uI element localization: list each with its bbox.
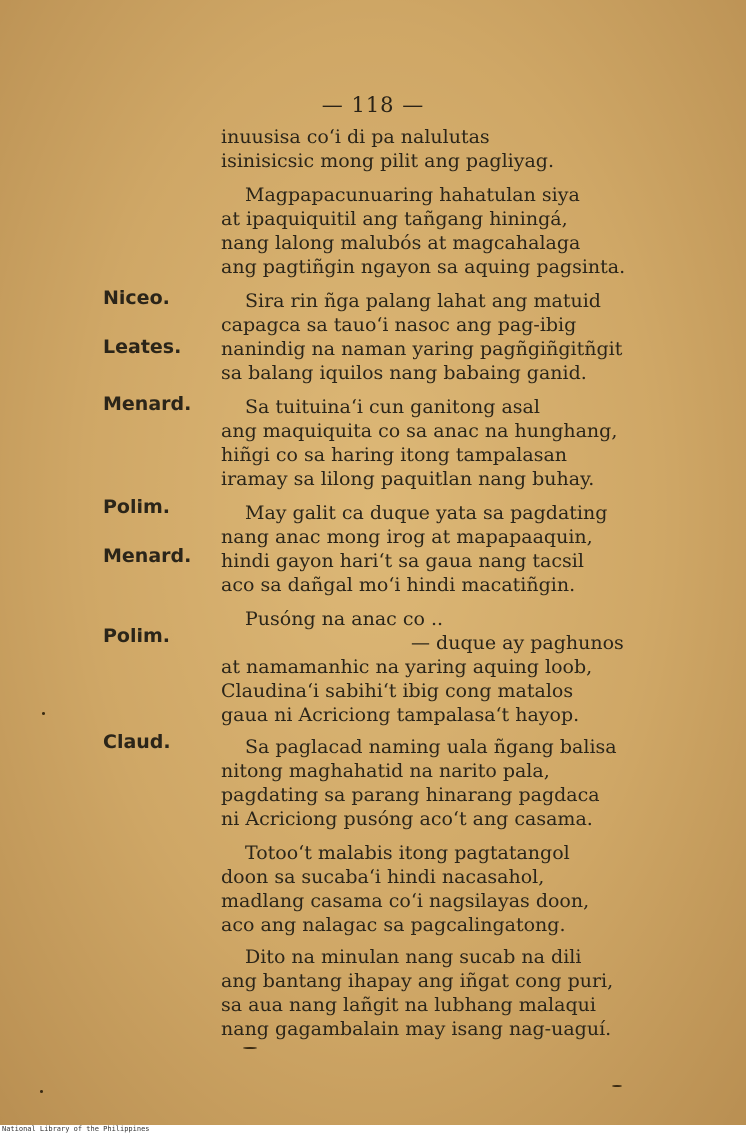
verse-line: isinisicsic mong pilit ang pagliyag.: [221, 150, 554, 172]
verse-line: gaua ni Acriciong tampalasa‘t hayop.: [221, 704, 580, 726]
verse-line: capagca sa tauo‘i nasoc ang pag-ibig: [221, 314, 577, 336]
verse-line: Sira rin ñga palang lahat ang matuid: [245, 290, 601, 312]
verse-line: — duque ay paghunos: [411, 632, 624, 654]
verse-line: sa balang iquilos nang babaing ganid.: [221, 362, 587, 384]
library-credit: National Library of the Philippines: [2, 1125, 150, 1133]
verse-line: at ipaquiquitil ang tañgang hiningá,: [221, 208, 568, 230]
verse-line: nang anac mong irog at mapapaaquin,: [221, 526, 593, 548]
verse-line: ang bantang ihapay ang iñgat cong puri,: [221, 970, 614, 992]
verse-line: ni Acriciong pusóng aco‘t ang casama.: [221, 808, 593, 830]
verse-line: Claudina‘i sabihi‘t ibig cong matalos: [221, 680, 574, 702]
speaker-label: Claud.: [103, 731, 171, 753]
paper-speck: [612, 1085, 622, 1087]
verse-line: hindi gayon hari‘t sa gaua nang tacsil: [221, 550, 584, 572]
verse-line: Totoo‘t malabis itong pagtatangol: [245, 842, 570, 864]
verse-line: at namamanhic na yaring aquing loob,: [221, 656, 593, 678]
verse-line: nanindig na naman yaring pagñgiñgitñgit: [221, 338, 623, 360]
verse-line: Magpapacunuaring hahatulan siya: [245, 184, 580, 206]
speaker-label: Niceo.: [103, 287, 170, 309]
verse-line: nitong maghahatid na narito pala,: [221, 760, 550, 782]
speaker-label: Polim.: [103, 625, 171, 647]
page-number: — 118 —: [321, 93, 425, 117]
paper-speck: [243, 1047, 257, 1049]
paper-speck: [40, 1090, 43, 1093]
verse-line: nang lalong malubós at magcahalaga: [221, 232, 581, 254]
verse-line: sa aua nang lañgit na lubhang malaqui: [221, 994, 596, 1016]
verse-line: ang maquiquita co sa anac na hunghang,: [221, 420, 618, 442]
verse-line: aco sa dañgal mo‘i hindi macatiñgin.: [221, 574, 576, 596]
verse-line: hiñgi co sa haring itong tampalasan: [221, 444, 568, 466]
verse-line: aco ang nalagac sa pagcalingatong.: [221, 914, 566, 936]
speaker-label: Polim.: [103, 496, 171, 518]
verse-line: inuusisa co‘i di pa nalulutas: [221, 126, 490, 148]
verse-line: Sa paglacad naming uala ñgang balisa: [245, 736, 617, 758]
verse-line: madlang casama co‘i nagsilayas doon,: [221, 890, 590, 912]
paper-speck: [42, 712, 45, 715]
verse-line: pagdating sa parang hinarang pagdaca: [221, 784, 600, 806]
speaker-label: Menard.: [103, 393, 192, 415]
verse-line: nang gagambalain may isang nag-uaguí.: [221, 1018, 612, 1040]
speaker-label: Leates.: [103, 336, 182, 358]
speaker-label: Menard.: [103, 545, 192, 567]
verse-line: Sa tuituina‘i cun ganitong asal: [245, 396, 540, 418]
verse-line: May galit ca duque yata sa pagdating: [245, 502, 608, 524]
verse-line: ang pagtiñgin ngayon sa aquing pagsinta.: [221, 256, 626, 278]
verse-line: doon sa sucaba‘i hindi nacasahol,: [221, 866, 545, 888]
footer-bar: [0, 1125, 746, 1133]
verse-line: Dito na minulan nang sucab na dili: [245, 946, 582, 968]
verse-line: Pusóng na anac co ..: [245, 608, 444, 630]
verse-line: iramay sa lilong paquitlan nang buhay.: [221, 468, 595, 490]
